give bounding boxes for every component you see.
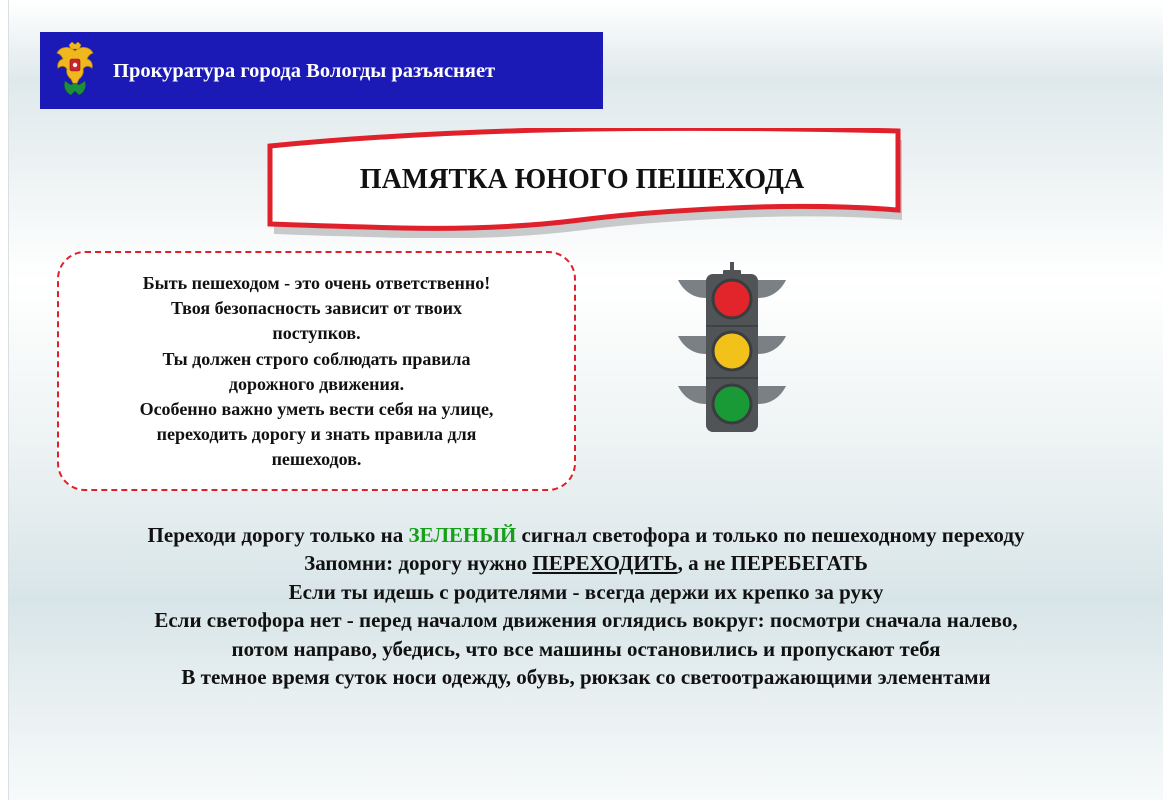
intro-line: Твоя безопасность зависит от твоих: [170, 298, 462, 319]
rule-line-2: Запомни: дорогу нужно ПЕРЕХОДИТЬ, а не ПЕРЕБЕГАТЬ: [304, 551, 868, 576]
safety-rules: [40, 521, 1132, 691]
header-banner: [40, 32, 603, 109]
intro-line: переходить дорогу и знать правила для: [156, 424, 477, 445]
rule-line-4: Если светофора нет - перед началом движения оглядись вокруг: посмотри сначала налево,: [154, 608, 1018, 633]
banner-title: Прокуратура города Вологды разъясняет: [113, 60, 496, 82]
intro-line: дорожного движения.: [228, 373, 405, 394]
double-headed-eagle-emblem-icon: [54, 41, 96, 97]
yellow-lamp: [713, 332, 751, 370]
rule-line-6: В темное время суток носи одежду, обувь, рюкзак со светоотражающими элементами: [181, 665, 991, 690]
rule-line-1: Переходи дорогу только на ЗЕЛЕНЫЙ сигнал светофора и только по пешеходному переходу: [147, 523, 1025, 547]
rule-line-5: потом направо, убедись, что все машины остановились и пропускают тебя: [231, 636, 941, 661]
intro-line: Ты должен строго соблюдать правила: [162, 348, 471, 369]
underlined-word: ПЕРЕХОДИТЬ: [532, 551, 678, 576]
intro-line: поступков.: [272, 323, 361, 344]
intro-line: пешеходов.: [271, 449, 362, 470]
memo-title: ПАМЯТКА ЮНОГО ПЕШЕХОДА: [359, 164, 805, 195]
rule-line-3: Если ты идешь с родителями - всегда держи их крепко за руку: [288, 579, 884, 604]
green-word: ЗЕЛЕНЫЙ: [408, 523, 517, 547]
traffic-light-icon: [676, 262, 788, 434]
red-lamp: [713, 280, 751, 318]
intro-line: Особенно важно уметь вести себя на улице,: [139, 399, 494, 420]
green-lamp: [713, 385, 751, 423]
intro-text: [80, 271, 553, 473]
intro-line: Быть пешеходом - это очень ответственно!: [142, 273, 491, 293]
